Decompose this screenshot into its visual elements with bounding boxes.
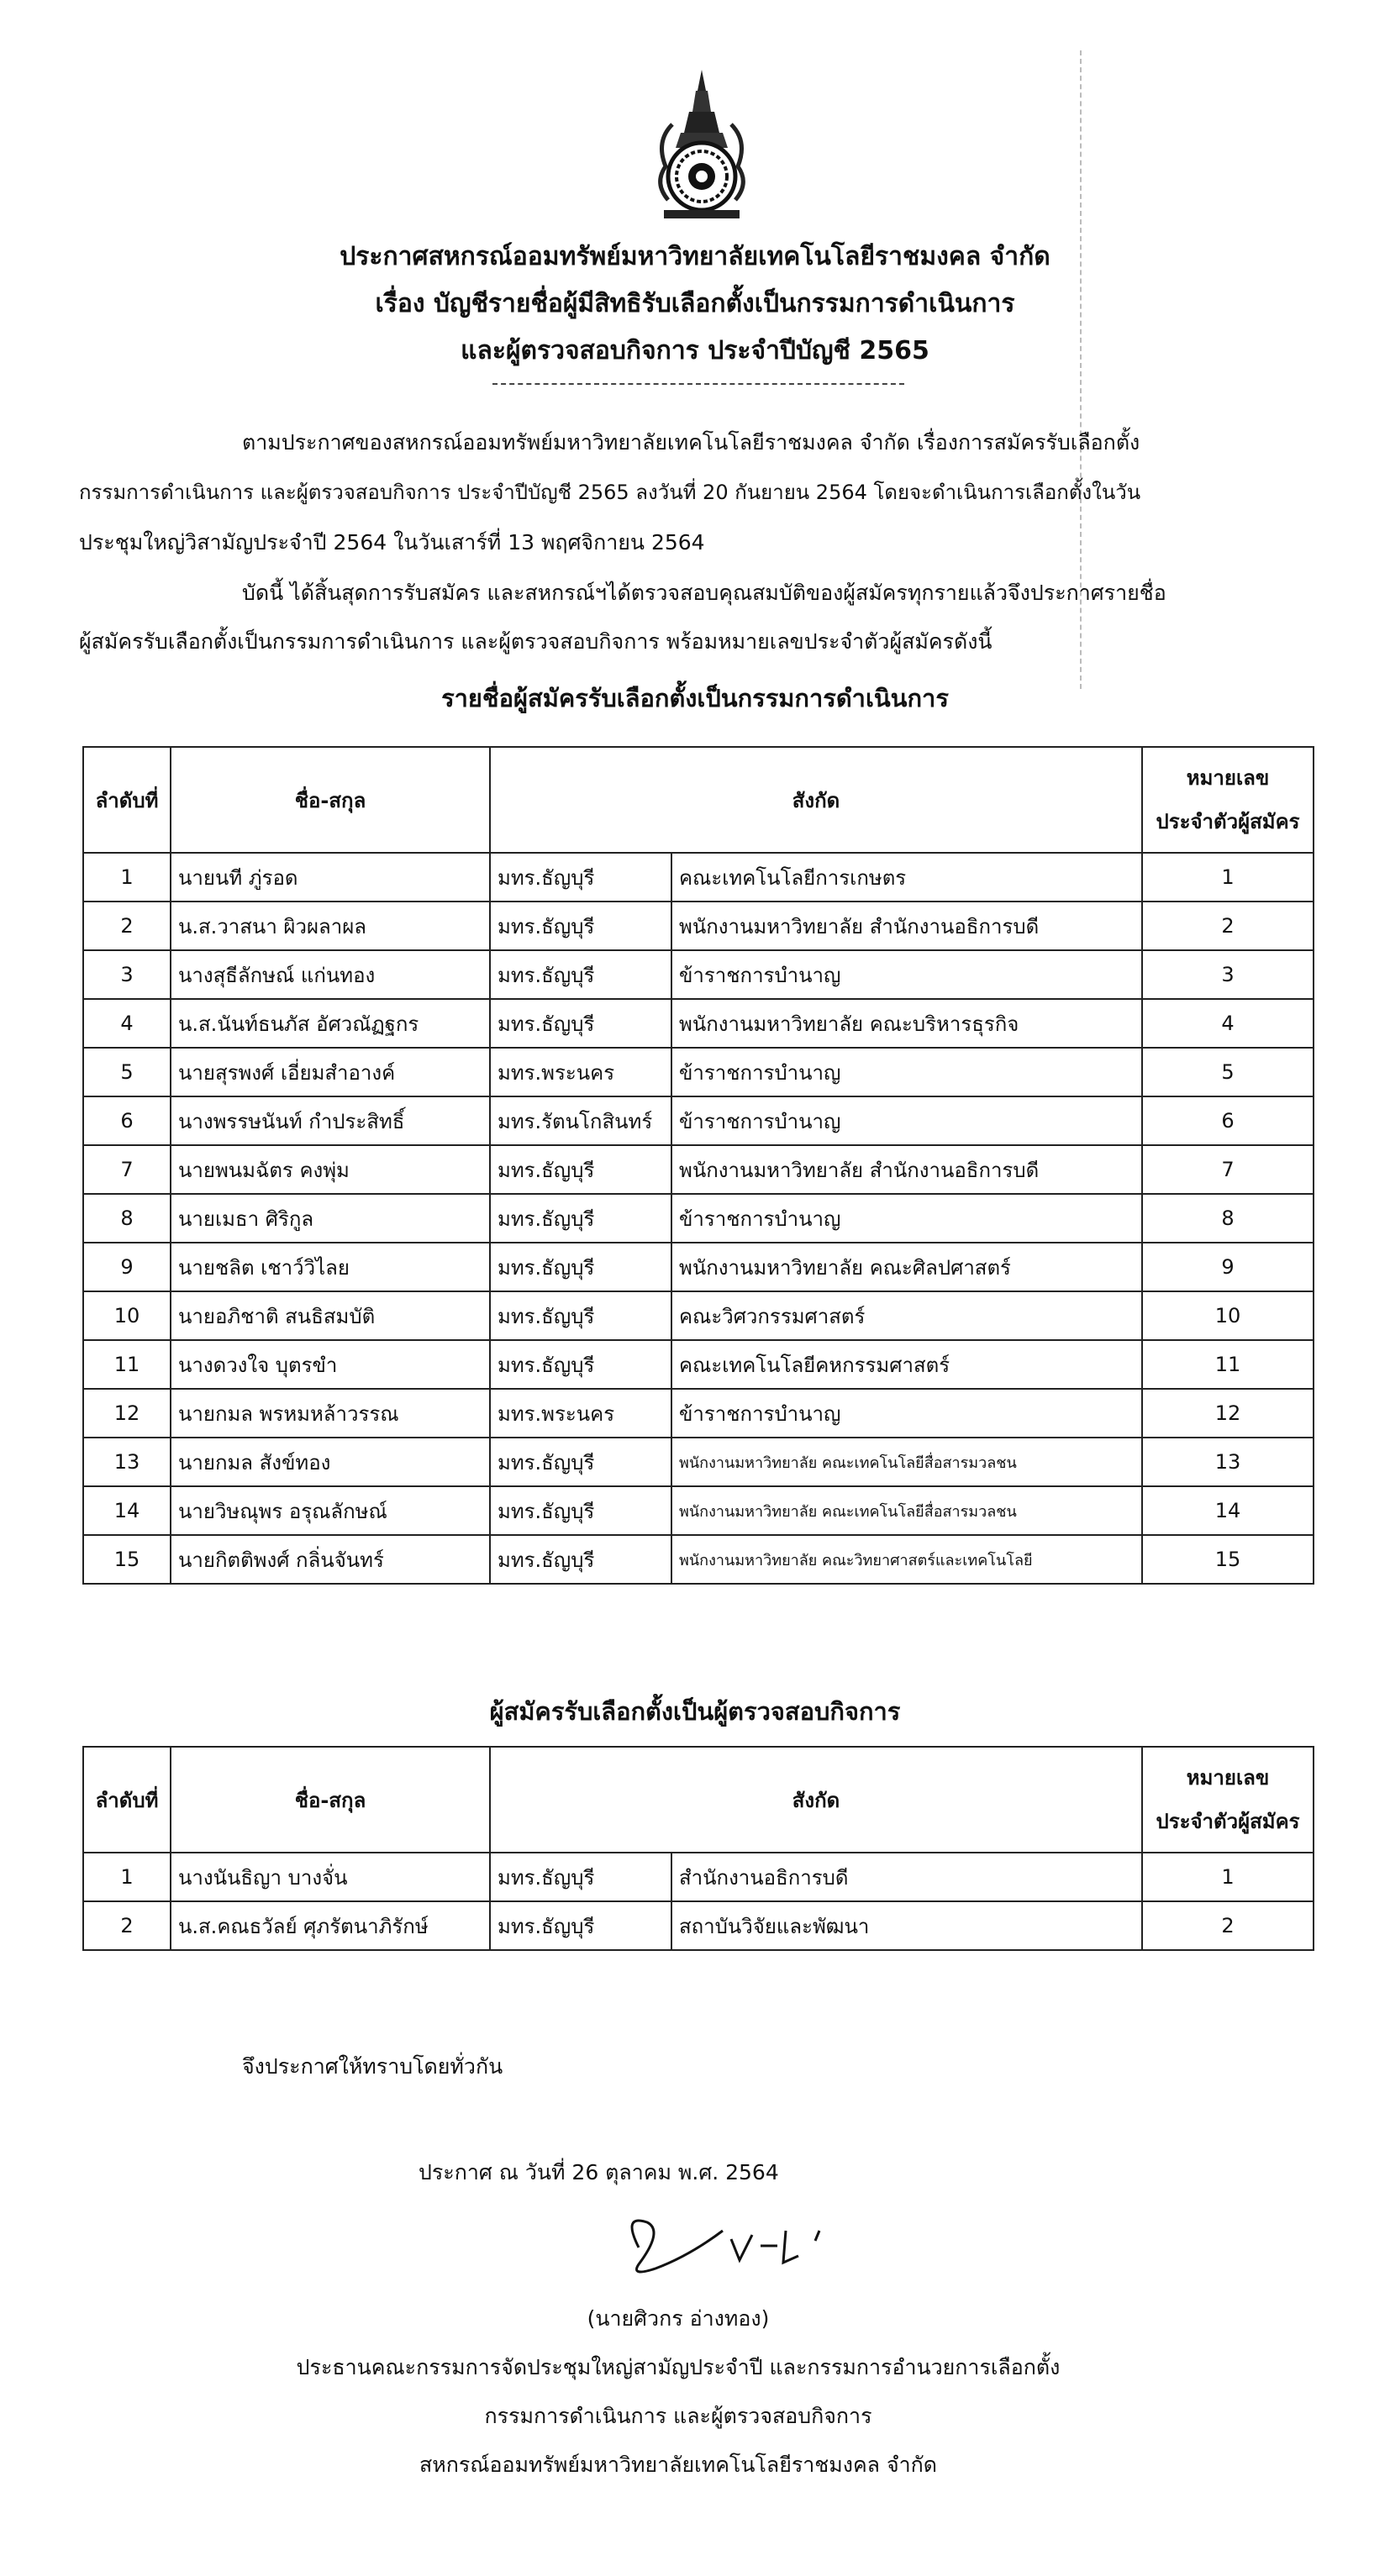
col-header-affiliation: สังกัด — [490, 747, 1142, 853]
cell-campus: มทร.ธัญบุรี — [490, 1291, 671, 1340]
col-header-candidate-number — [1142, 1747, 1314, 1853]
cell-unit: สำนักงานอธิการบดี — [671, 1853, 1142, 1901]
table-row — [83, 902, 1314, 950]
cell-candidate-name: นายกิตติพงศ์ กลิ่นจันทร์ — [171, 1535, 490, 1584]
cell-campus: มทร.ธัญบุรี — [490, 853, 671, 902]
cell-candidate-number: 1 — [1142, 1853, 1314, 1901]
table-row — [83, 1194, 1314, 1243]
table-row — [83, 1340, 1314, 1389]
cell-order-number: 4 — [83, 999, 171, 1048]
announcement-subject: เรื่อง บัญชีรายชื่อผู้มีสิทธิรับเลือกตั้งเป็นกรรมการดำเนินการ — [375, 289, 1015, 318]
paragraph-line: ประชุมใหญ่วิสามัญประจำปี 2564 ในวันเสาร์ที่ 13 พฤศจิกายน 2564 — [79, 530, 705, 555]
col-header-candidate-number — [1142, 747, 1314, 853]
cell-campus: มทร.ธัญบุรี — [490, 1243, 671, 1291]
cell-order-number: 2 — [83, 902, 171, 950]
cell-unit: ข้าราชการบำนาญ — [671, 950, 1142, 999]
cell-order-number: 2 — [83, 1901, 171, 1950]
cell-candidate-number: 13 — [1142, 1438, 1314, 1486]
cell-candidate-name: นายพนมฉัตร คงพุ่ม — [171, 1145, 490, 1194]
cell-unit: ข้าราชการบำนาญ — [671, 1194, 1142, 1243]
cell-candidate-name: นายกมล สังข์ทอง — [171, 1438, 490, 1486]
cell-candidate-number: 7 — [1142, 1145, 1314, 1194]
announcement-title: ประกาศสหกรณ์ออมทรัพย์มหาวิทยาลัยเทคโนโลยีราชมงคล จำกัด — [340, 242, 1050, 271]
cell-campus: มทร.ธัญบุรี — [490, 1438, 671, 1486]
cell-order-number: 5 — [83, 1048, 171, 1096]
cell-campus: มทร.ธัญบุรี — [490, 1853, 671, 1901]
cell-candidate-name: นางดวงใจ บุตรขำ — [171, 1340, 490, 1389]
cell-candidate-name: นายวิษณุพร อรุณลักษณ์ — [171, 1486, 490, 1535]
cell-campus: มทร.ธัญบุรี — [490, 1145, 671, 1194]
cell-order-number: 11 — [83, 1340, 171, 1389]
col-header-affiliation: สังกัด — [490, 1747, 1142, 1853]
table-row — [83, 853, 1314, 902]
table-row — [83, 1901, 1314, 1950]
divider — [492, 383, 904, 385]
cell-unit: พนักงานมหาวิทยาลัย คณะวิทยาศาสตร์และเทคโนโลยี — [671, 1535, 1142, 1584]
cell-candidate-name: น.ส.วาสนา ผิวผลาผล — [171, 902, 490, 950]
signer-role: กรรมการดำเนินการ และผู้ตรวจสอบกิจการ — [484, 2404, 872, 2428]
cell-campus: มทร.ธัญบุรี — [490, 1901, 671, 1950]
cell-candidate-name: นายสุรพงศ์ เอี่ยมสำอางค์ — [171, 1048, 490, 1096]
table-row — [83, 1291, 1314, 1340]
col-header-number-line2: ประจำตัวผู้สมัคร — [1156, 1810, 1300, 1833]
announcement-subject-cont: และผู้ตรวจสอบกิจการ ประจำปีบัญชี 2565 — [461, 336, 929, 365]
cell-candidate-name: น.ส.คณธวัลย์ ศุภรัตนาภิรักษ์ — [171, 1901, 490, 1950]
cell-campus: มทร.ธัญบุรี — [490, 950, 671, 999]
cell-order-number: 8 — [83, 1194, 171, 1243]
cell-candidate-number: 2 — [1142, 1901, 1314, 1950]
cell-candidate-name: นางสุธีลักษณ์ แก่นทอง — [171, 950, 490, 999]
cell-order-number: 14 — [83, 1486, 171, 1535]
cell-candidate-number: 14 — [1142, 1486, 1314, 1535]
cell-candidate-number: 8 — [1142, 1194, 1314, 1243]
cell-campus: มทร.รัตนโกสินทร์ — [490, 1096, 671, 1145]
cell-candidate-number: 10 — [1142, 1291, 1314, 1340]
cell-order-number: 1 — [83, 1853, 171, 1901]
committee-candidates-table — [82, 746, 1314, 1585]
cell-candidate-number: 1 — [1142, 853, 1314, 902]
paragraph-line: ผู้สมัครรับเลือกตั้งเป็นกรรมการดำเนินการ และผู้ตรวจสอบกิจการ พร้อมหมายเลขประจำตัวผู้สมัครดังนี้ — [79, 629, 992, 654]
section-title-committee: รายชื่อผู้สมัครรับเลือกตั้งเป็นกรรมการดำเนินการ — [441, 684, 949, 712]
cell-order-number: 7 — [83, 1145, 171, 1194]
signer-name: (นายศิวกร อ่างทอง) — [587, 2306, 770, 2331]
cell-candidate-name: นายนที ภู่รอด — [171, 853, 490, 902]
cell-order-number: 15 — [83, 1535, 171, 1584]
table-row — [83, 1096, 1314, 1145]
cell-unit: พนักงานมหาวิทยาลัย สำนักงานอธิการบดี — [671, 1145, 1142, 1194]
table-row — [83, 1389, 1314, 1438]
table-row — [83, 1438, 1314, 1486]
col-header-name: ชื่อ-สกุล — [171, 1747, 490, 1853]
auditor-candidates-table — [82, 1746, 1314, 1951]
cell-candidate-number: 5 — [1142, 1048, 1314, 1096]
cell-campus: มทร.พระนคร — [490, 1389, 671, 1438]
cell-campus: มทร.ธัญบุรี — [490, 1486, 671, 1535]
university-emblem-logo — [647, 66, 756, 225]
table-row — [83, 1853, 1314, 1901]
cell-campus: มทร.ธัญบุรี — [490, 1535, 671, 1584]
cell-candidate-name: นายเมธา ศิริกูล — [171, 1194, 490, 1243]
cell-unit: คณะเทคโนโลยีการเกษตร — [671, 853, 1142, 902]
cell-candidate-name: น.ส.นันท์ธนภัส อัศวณัฏฐกร — [171, 999, 490, 1048]
signer-organization: สหกรณ์ออมทรัพย์มหาวิทยาลัยเทคโนโลยีราชมงคล จำกัด — [419, 2452, 938, 2477]
cell-candidate-number: 2 — [1142, 902, 1314, 950]
table-row — [83, 1243, 1314, 1291]
cell-unit: พนักงานมหาวิทยาลัย สำนักงานอธิการบดี — [671, 902, 1142, 950]
cell-order-number: 10 — [83, 1291, 171, 1340]
cell-unit: สถาบันวิจัยและพัฒนา — [671, 1901, 1142, 1950]
cell-unit: ข้าราชการบำนาญ — [671, 1048, 1142, 1096]
table-row — [83, 1048, 1314, 1096]
cell-campus: มทร.ธัญบุรี — [490, 902, 671, 950]
table-header-row — [83, 1747, 1314, 1853]
paragraph-line: ตามประกาศของสหกรณ์ออมทรัพย์มหาวิทยาลัยเทคโนโลยีราชมงคล จำกัด เรื่องการสมัครรับเลือกตั้ง — [242, 430, 1140, 455]
handwritten-signature — [605, 2197, 857, 2289]
cell-candidate-number: 12 — [1142, 1389, 1314, 1438]
section-title-auditor: ผู้สมัครรับเลือกตั้งเป็นผู้ตรวจสอบกิจการ — [489, 1697, 901, 1726]
col-header-name: ชื่อ-สกุล — [171, 747, 490, 853]
cell-unit: คณะวิศวกรรมศาสตร์ — [671, 1291, 1142, 1340]
col-header-number-line1: หมายเลข — [1186, 1766, 1270, 1790]
cell-candidate-number: 15 — [1142, 1535, 1314, 1584]
cell-order-number: 6 — [83, 1096, 171, 1145]
cell-unit: พนักงานมหาวิทยาลัย คณะเทคโนโลยีสื่อสารมวลชน — [671, 1438, 1142, 1486]
paragraph-line: กรรมการดำเนินการ และผู้ตรวจสอบกิจการ ประจำปีบัญชี 2565 ลงวันที่ 20 กันยายน 2564 โดยจะดำเนินการเลือกตั้งในวัน — [79, 481, 1141, 504]
table-row — [83, 1535, 1314, 1584]
cell-campus: มทร.ธัญบุรี — [490, 999, 671, 1048]
cell-unit: พนักงานมหาวิทยาลัย คณะบริหารธุรกิจ — [671, 999, 1142, 1048]
cell-candidate-number: 11 — [1142, 1340, 1314, 1389]
announcement-date: ประกาศ ณ วันที่ 26 ตุลาคม พ.ศ. 2564 — [419, 2160, 779, 2184]
cell-candidate-name: นายชลิต เชาว์วิไลย — [171, 1243, 490, 1291]
cell-unit: ข้าราชการบำนาญ — [671, 1096, 1142, 1145]
cell-candidate-number: 3 — [1142, 950, 1314, 999]
cell-unit: คณะเทคโนโลยีคหกรรมศาสตร์ — [671, 1340, 1142, 1389]
cell-order-number: 12 — [83, 1389, 171, 1438]
cell-candidate-number: 6 — [1142, 1096, 1314, 1145]
cell-unit: พนักงานมหาวิทยาลัย คณะเทคโนโลยีสื่อสารมวลชน — [671, 1486, 1142, 1535]
cell-order-number: 13 — [83, 1438, 171, 1486]
table-row — [83, 1486, 1314, 1535]
cell-candidate-number: 4 — [1142, 999, 1314, 1048]
col-header-number-line1: หมายเลข — [1186, 766, 1270, 790]
col-header-no: ลำดับที่ — [83, 747, 171, 853]
table-header-row — [83, 747, 1314, 853]
col-header-no: ลำดับที่ — [83, 1747, 171, 1853]
table-row — [83, 1145, 1314, 1194]
paragraph-line: บัดนี้ ได้สิ้นสุดการรับสมัคร และสหกรณ์ฯได้ตรวจสอบคุณสมบัติของผู้สมัครทุกรายแล้วจึงประกาศรายชื่อ — [242, 581, 1166, 605]
cell-candidate-name: นายกมล พรหมหล้าวรรณ — [171, 1389, 490, 1438]
cell-order-number: 3 — [83, 950, 171, 999]
cell-order-number: 9 — [83, 1243, 171, 1291]
cell-campus: มทร.ธัญบุรี — [490, 1194, 671, 1243]
cell-unit: ข้าราชการบำนาญ — [671, 1389, 1142, 1438]
col-header-number-line2: ประจำตัวผู้สมัคร — [1156, 810, 1300, 833]
cell-candidate-name: นางพรรษนันท์ กำประสิทธิ์ — [171, 1096, 490, 1145]
cell-campus: มทร.พระนคร — [490, 1048, 671, 1096]
cell-candidate-number: 9 — [1142, 1243, 1314, 1291]
cell-candidate-name: นายอภิชาติ สนธิสมบัติ — [171, 1291, 490, 1340]
signer-role: ประธานคณะกรรมการจัดประชุมใหญ่สามัญประจำปี และกรรมการอำนวยการเลือกตั้ง — [296, 2355, 1061, 2379]
cell-unit: พนักงานมหาวิทยาลัย คณะศิลปศาสตร์ — [671, 1243, 1142, 1291]
table-row — [83, 950, 1314, 999]
closing-announcement: จึงประกาศให้ทราบโดยทั่วกัน — [242, 2054, 503, 2079]
table-row — [83, 999, 1314, 1048]
cell-candidate-name: นางนันธิญา บางจั่น — [171, 1853, 490, 1901]
cell-order-number: 1 — [83, 853, 171, 902]
cell-campus: มทร.ธัญบุรี — [490, 1340, 671, 1389]
